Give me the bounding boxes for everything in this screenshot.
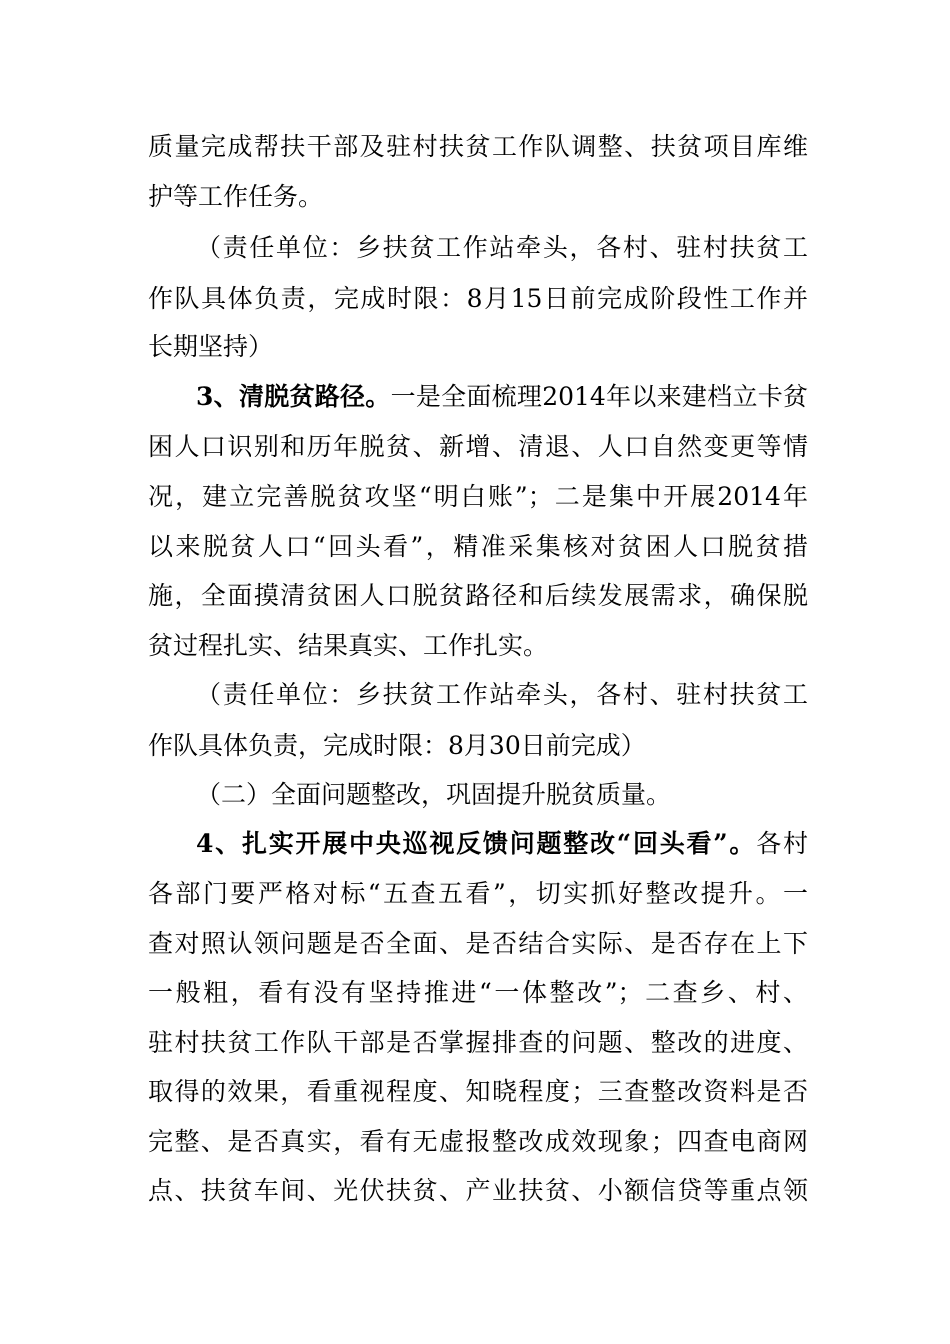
section-heading-line: 4、扎实开展中央巡视反馈问题整改“回头看”。各村 bbox=[196, 829, 808, 858]
section-heading-line: 3、清脱贫路径。一是全面梳理2014年以来建档立卡贫 bbox=[196, 382, 809, 411]
body-text-line: 以来脱贫人口“回头看”，精准采集核对贫困人口脱贫措 bbox=[148, 532, 808, 561]
body-text-line: 施，全面摸清贫困人口脱贫路径和后续发展需求，确保脱 bbox=[148, 581, 808, 610]
body-text-line: 困人口识别和历年脱贫、新增、清退、人口自然变更等情 bbox=[148, 432, 808, 461]
body-text-line: 取得的效果，看重视程度、知晓程度；三查整改资料是否 bbox=[148, 1077, 808, 1106]
responsibility-note-line: 作队具体负责，完成时限：8月15日前完成阶段性工作并 bbox=[148, 284, 808, 313]
responsibility-note-line: 长期坚持） bbox=[148, 332, 274, 361]
body-text-line: 质量完成帮扶干部及驻村扶贫工作队调整、扶贫项目库维 bbox=[148, 132, 808, 161]
responsibility-note-line: （责任单位：乡扶贫工作站牵头，各村、驻村扶贫工 bbox=[196, 233, 808, 262]
body-text-line: 况，建立完善脱贫攻坚“明白账”；二是集中开展2014年 bbox=[148, 482, 808, 511]
responsibility-note-line: （责任单位：乡扶贫工作站牵头，各村、驻村扶贫工 bbox=[196, 680, 808, 709]
body-text-line: 驻村扶贫工作队干部是否掌握排查的问题、整改的进度、 bbox=[148, 1028, 808, 1057]
section-heading-4: 4、扎实开展中央巡视反馈问题整改“回头看”。 bbox=[196, 829, 757, 858]
body-text-line: 各部门要严格对标“五查五看”，切实抓好整改提升。一 bbox=[148, 879, 808, 908]
body-text-line: 查对照认领问题是否全面、是否结合实际、是否存在上下 bbox=[148, 929, 808, 958]
responsibility-note-line: 作队具体负责，完成时限：8月30日前完成） bbox=[148, 731, 646, 760]
body-text-line: 一般粗，看有没有坚持推进“一体整改”；二查乡、村、 bbox=[148, 978, 808, 1007]
body-text-line: 完整、是否真实，看有无虚报整改成效现象；四查电商网 bbox=[148, 1127, 808, 1156]
section-heading-3: 3、清脱贫路径。 bbox=[196, 382, 391, 411]
body-text-line: 贫过程扎实、结果真实、工作扎实。 bbox=[148, 631, 549, 660]
subsection-heading: （二）全面问题整改，巩固提升脱贫质量。 bbox=[196, 780, 672, 809]
body-text-line: 护等工作任务。 bbox=[148, 182, 324, 211]
body-text-line: 点、扶贫车间、光伏扶贫、产业扶贫、小额信贷等重点领 bbox=[148, 1176, 808, 1205]
